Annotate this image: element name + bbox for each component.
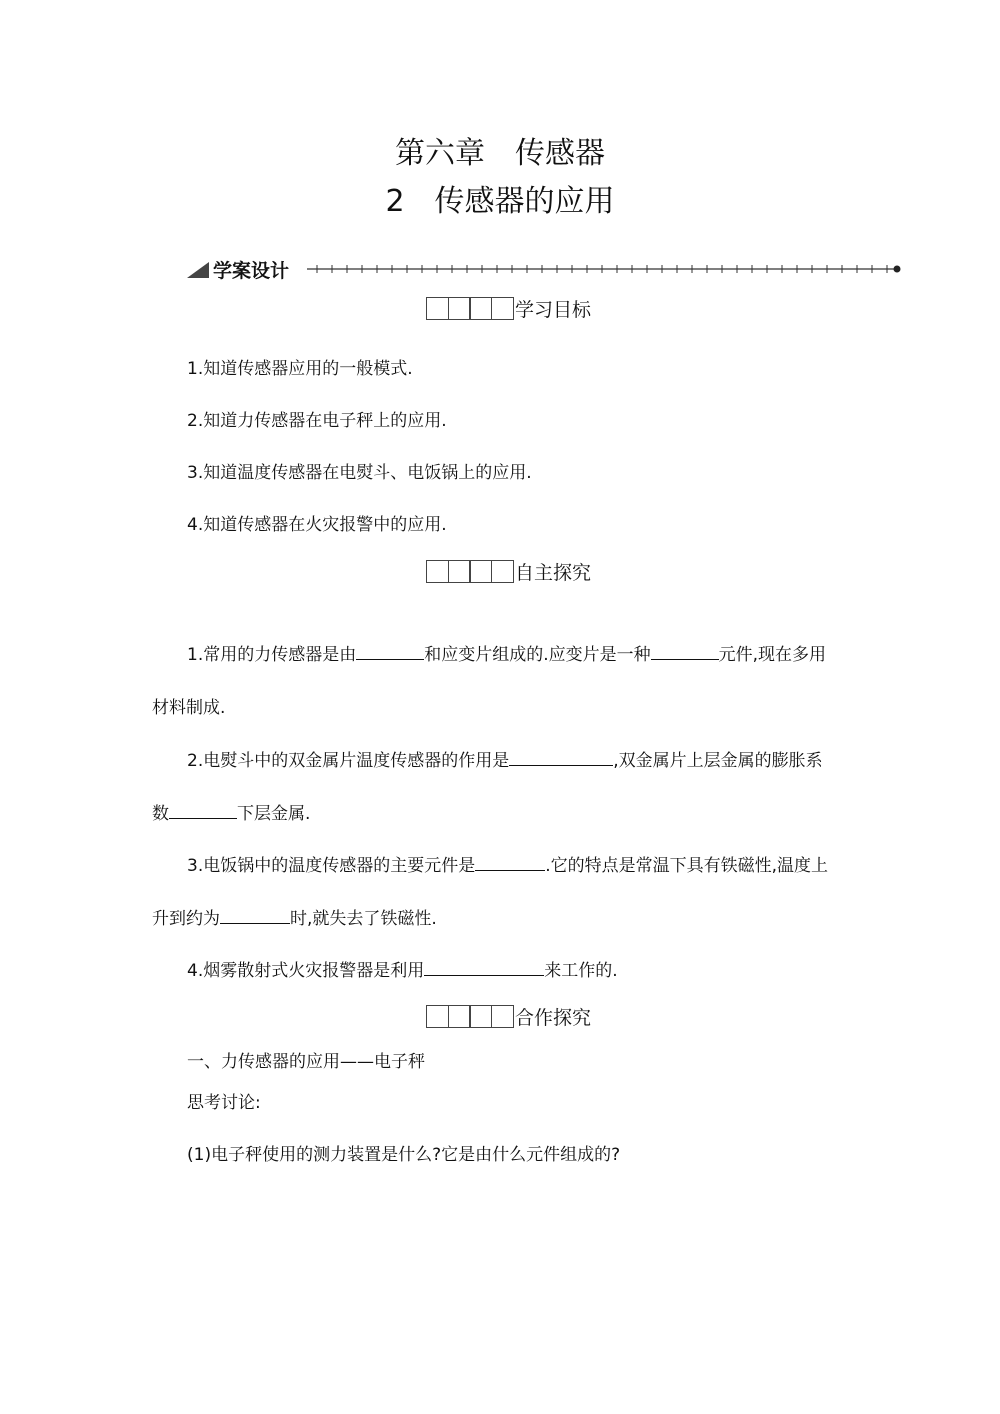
- answer-blank[interactable]: [509, 747, 613, 766]
- answer-blank[interactable]: [475, 852, 545, 871]
- coop-question: (1)电子秤使用的测力装置是什么?它是由什么元件组成的?: [187, 1145, 621, 1165]
- discussion-label: 思考讨论:: [187, 1093, 261, 1113]
- banner-triangle-icon: [187, 262, 209, 278]
- question-line: [187, 640, 826, 665]
- question-text: 和应变片组成的.应变片是一种: [424, 645, 651, 665]
- question-text: 4.烟雾散射式火灾报警器是利用: [187, 961, 425, 981]
- banner-label: 学案设计: [213, 260, 290, 282]
- square-boxes-icon: [426, 1005, 512, 1028]
- section-header-cooperative: [426, 1003, 591, 1029]
- question-text: 下层金属.: [237, 804, 311, 824]
- question-text: 1.常用的力传感器是由: [187, 645, 357, 665]
- section-header-self-study: [426, 558, 591, 584]
- answer-blank[interactable]: [651, 641, 719, 660]
- question-line: [152, 904, 437, 929]
- question-text: 升到约为: [152, 909, 220, 929]
- question-text: 时,就失去了铁磁性.: [290, 909, 437, 929]
- question-line: [187, 956, 618, 981]
- square-boxes-icon: [426, 560, 512, 583]
- question-line: [187, 851, 828, 876]
- question-text: 元件,现在多用: [718, 645, 827, 665]
- question-line: [187, 746, 823, 771]
- answer-blank[interactable]: [220, 905, 290, 924]
- answer-blank[interactable]: [356, 641, 424, 660]
- question-text: 3.电饭锅中的温度传感器的主要元件是: [187, 856, 476, 876]
- dotted-divider-icon: [307, 260, 905, 278]
- answer-blank[interactable]: [424, 957, 544, 976]
- goal-item: 2.知道力传感器在电子秤上的应用.: [187, 411, 447, 431]
- question-text: 数: [152, 804, 169, 824]
- section-label: 自主探究: [515, 562, 592, 584]
- coop-heading: 一、力传感器的应用——电子秤: [187, 1052, 425, 1072]
- question-line: 材料制成.: [152, 698, 226, 718]
- goal-item: 4.知道传感器在火灾报警中的应用.: [187, 515, 447, 535]
- goal-item: 1.知道传感器应用的一般模式.: [187, 359, 413, 379]
- chapter-title: 第六章 传感器: [395, 136, 605, 171]
- lesson-title: 2 传感器的应用: [385, 184, 615, 219]
- square-boxes-icon: [426, 297, 512, 320]
- section-banner: [187, 256, 905, 284]
- goal-item: 3.知道温度传感器在电熨斗、电饭锅上的应用.: [187, 463, 532, 483]
- question-line: [152, 799, 310, 824]
- section-label: 合作探究: [515, 1007, 592, 1029]
- question-text: .它的特点是常温下具有铁磁性,温度上: [545, 856, 829, 876]
- question-text: 来工作的.: [544, 961, 618, 981]
- question-text: ,双金属片上层金属的膨胀系: [613, 751, 823, 771]
- section-label: 学习目标: [515, 299, 592, 321]
- answer-blank[interactable]: [169, 800, 237, 819]
- section-header-goals: [426, 295, 591, 321]
- question-text: 2.电熨斗中的双金属片温度传感器的作用是: [187, 751, 510, 771]
